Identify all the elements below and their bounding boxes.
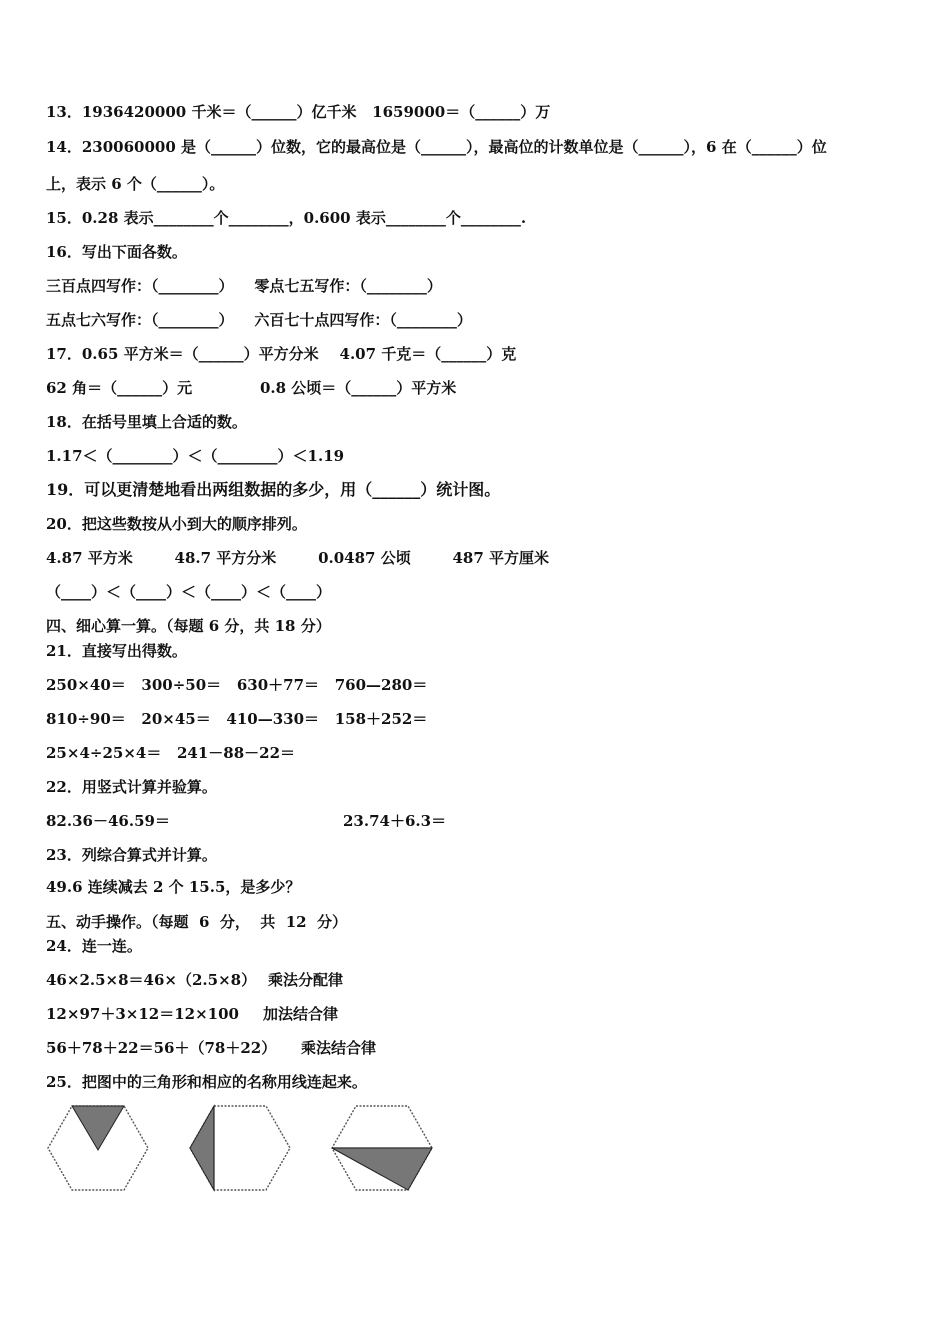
- question-17-row1: 17．0.65 平方米＝（______）平方分米 4.07 千克＝（______）克: [46, 345, 517, 363]
- question-24: 24．连一连。: [46, 937, 142, 955]
- question-22: 22．用竖式计算并验算。: [46, 778, 217, 796]
- question-23-text: 49.6 连续减去 2 个 15.5，是多少？: [46, 878, 301, 896]
- question-25: 25．把图中的三角形和相应的名称用线连起来。: [46, 1073, 367, 1091]
- question-24-expr2: 12×97＋3×12＝12×100: [46, 1005, 239, 1023]
- question-21: 21．直接写出得数。: [46, 642, 187, 660]
- question-21-row1: 250×40＝ 300÷50＝ 630＋77＝ 760—280＝: [46, 676, 428, 694]
- question-14-line1: 14．230060000 是（______）位数，它的最高位是（______），最高位的计数单位是（______），6 在（______）位: [46, 138, 827, 156]
- hexagon-figure-3: [328, 1100, 438, 1196]
- question-19: 19．可以更清楚地看出两组数据的多少，用（______）统计图。: [46, 480, 501, 499]
- question-20-values: 4.87 平方米 48.7 平方分米 0.0487 公顷 487 平方厘米: [46, 549, 550, 567]
- question-16: 16．写出下面各数。: [46, 243, 187, 261]
- question-21-row3: 25×4÷25×4＝ 241－88－22＝: [46, 744, 296, 762]
- question-22-right: 23.74＋6.3＝: [343, 812, 447, 830]
- question-24-expr3: 56＋78＋22＝56＋（78＋22）: [46, 1039, 277, 1057]
- question-24-law1: 乘法分配律: [268, 971, 344, 989]
- question-14-line2: 上，表示 6 个（______）。: [46, 175, 225, 193]
- question-18-row: 1.17＜（________）＜（________）＜1.19: [46, 447, 345, 465]
- question-24-law3: 乘法结合律: [301, 1039, 377, 1057]
- question-15: 15．0.28 表示________个________，0.600 表示________个________.: [46, 209, 527, 227]
- question-18: 18．在括号里填上合适的数。: [46, 413, 247, 431]
- section-5-heading: 五、动手操作。（每题 6 分， 共 12 分）: [46, 913, 348, 931]
- hexagon-figure-1: [44, 1100, 154, 1196]
- question-24-expr1: 46×2.5×8＝46×（2.5×8）: [46, 971, 257, 989]
- hexagon-figure-2: [186, 1100, 296, 1196]
- question-20: 20．把这些数按从小到大的顺序排列。: [46, 515, 307, 533]
- question-17-row2: 62 角＝（______）元 0.8 公顷＝（______）平方米: [46, 379, 457, 397]
- question-16-row1: 三百点四写作：（________） 零点七五写作：（________）: [46, 277, 442, 295]
- question-13: 13．1936420000 千米＝（______）亿千米 1659000＝（______）万: [46, 103, 551, 121]
- question-22-left: 82.36－46.59＝: [46, 812, 170, 830]
- question-23: 23．列综合算式并计算。: [46, 846, 217, 864]
- question-16-row2: 五点七六写作：（________） 六百七十点四写作：（________）: [46, 311, 472, 329]
- question-20-order: （____）＜（____）＜（____）＜（____）: [46, 583, 332, 601]
- section-4-heading: 四、细心算一算。（每题 6 分，共 18 分）: [46, 617, 331, 635]
- question-24-law2: 加法结合律: [263, 1005, 339, 1023]
- question-21-row2: 810÷90＝ 20×45＝ 410—330＝ 158＋252＝: [46, 710, 428, 728]
